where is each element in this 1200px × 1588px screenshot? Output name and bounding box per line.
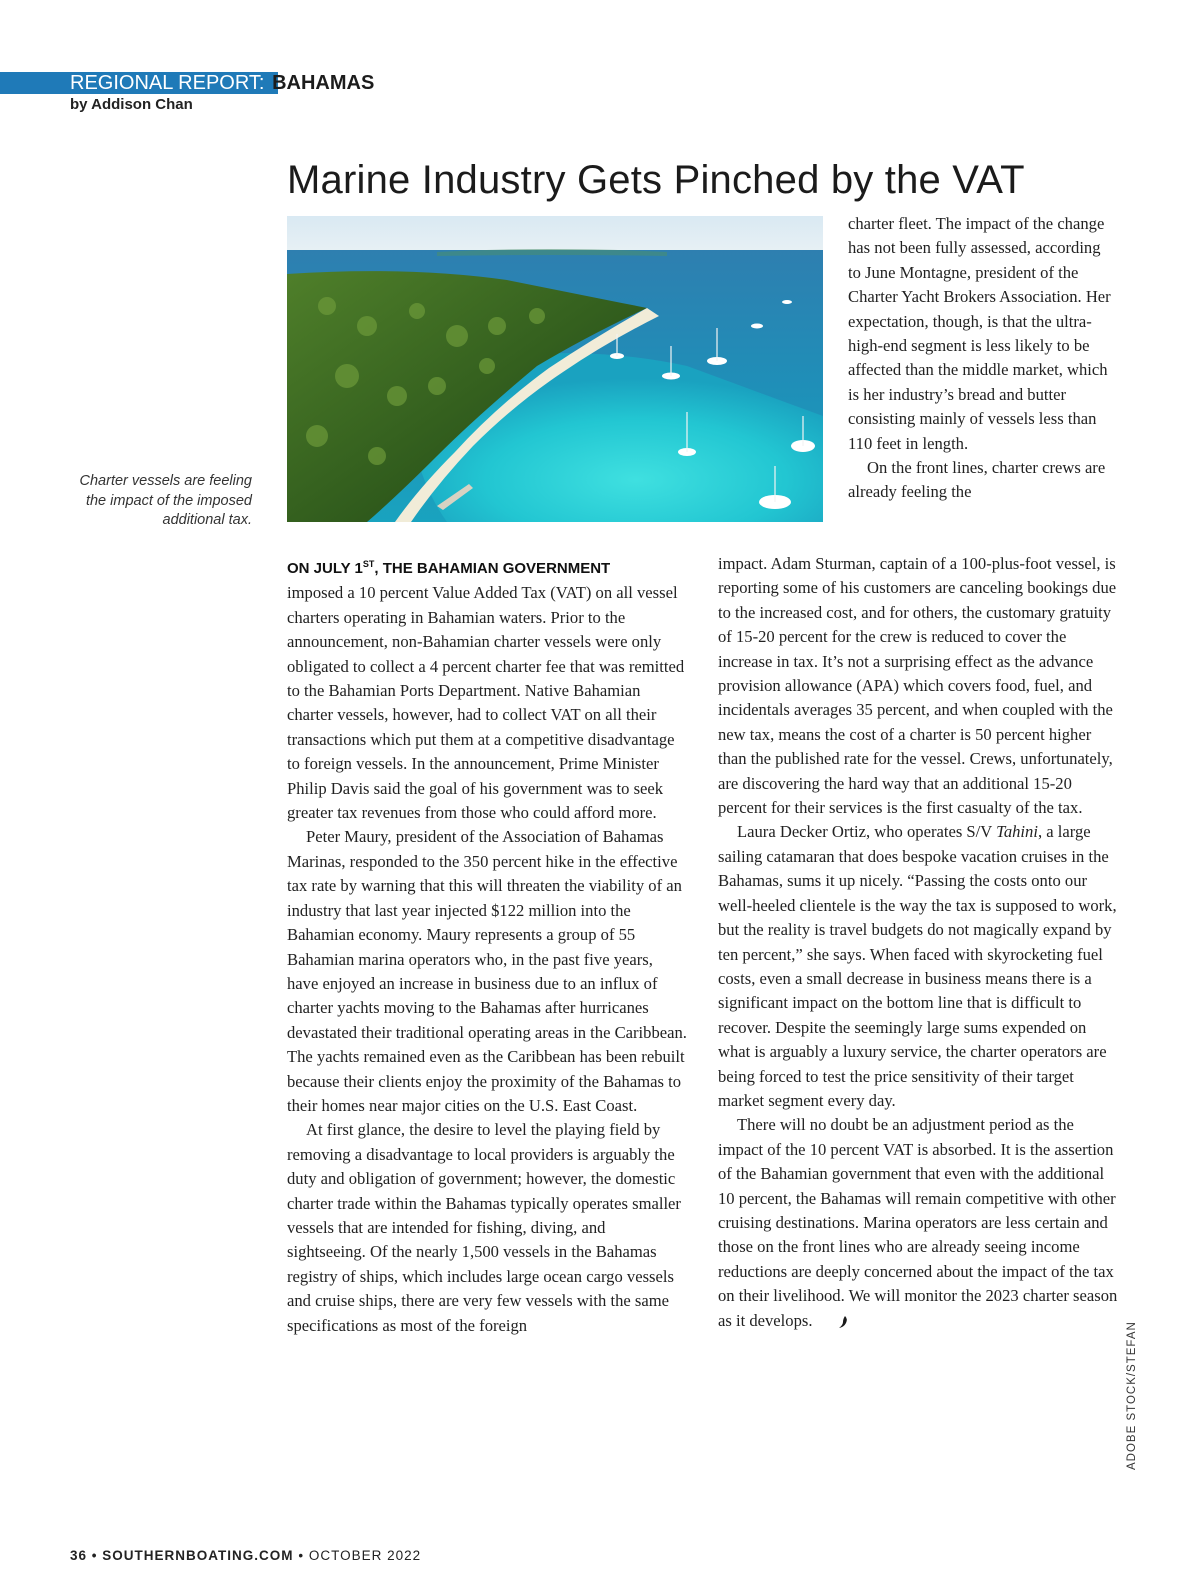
end-of-article-icon: [818, 1312, 849, 1336]
photo-credit: ADOBE STOCK/STEFAN: [1126, 1321, 1138, 1470]
footer-issue: OCTOBER 2022: [308, 1548, 422, 1563]
paragraph: Laura Decker Ortiz, who operates S/V Tahini, a large sailing catamaran that does bespoke vacation cruises in the Bahamas, sums it up nicely. “Passing the costs onto our well-heeled clientele is the way the tax is supposed to work, but the reality is travel budgets do not magically expand by ten percent,” she says. When faced with skyrocketing fuel costs, even a small decrease in business means there is a significant impact on the bottom line that is difficult to recover. Despite the seemingly large sums expended on what is arguably a luxury service, the charter operators are being forced to test the price sensitivity of their target market segment every day.: [718, 822, 1117, 1110]
footer-separator: •: [91, 1548, 98, 1563]
section-header: [70, 70, 374, 96]
article-title: Marine Industry Gets Pinched by the VAT: [287, 158, 1025, 202]
paragraph: Peter Maury, president of the Association of Bahamas Marinas, responded to the 350 percent hike in the effective tax rate by warning that this will threaten the viability of an industry that last year injected $122 million into the Bahamian economy. Maury represents a group of 55 Bahamian marina operators who, in the past five years, have enjoyed an increase in business due to an influx of charter yachts moving to the Bahamas after hurricanes devastated their traditional operating areas in the Caribbean. The yachts remained even as the Caribbean has been rebuilt because their clients enjoy the proximity of the Bahamas to their homes near major cities on the U.S. East Coast.: [287, 827, 687, 1115]
byline: by Addison Chan: [70, 96, 193, 113]
article-photo: [287, 216, 823, 522]
photo-caption: Charter vessels are feeling the impact of the imposed additional tax.: [79, 473, 252, 528]
section-region: BAHAMAS: [272, 72, 375, 94]
vessel-name: Tahini: [996, 822, 1038, 842]
page-number: 36: [70, 1548, 88, 1563]
lead-in: ON JULY 1ST, THE BAHAMIAN GOVERNMENT: [287, 559, 611, 577]
article-column-right: [718, 552, 1118, 1336]
lead-paragraph: ON JULY 1ST, THE BAHAMIAN GOVERNMENT imposed a 10 percent Value Added Tax (VAT) on all vessel charters operating in Bahamian waters. Prior to the announcement, non-Bahamian charter vessels were only obligated to collect a 4 percent charter fee that was remitted to the Bahamian Ports Department. Native Bahamian charter vessels, however, had to collect VAT on all their transactions which put them at a competitive disadvantage to foreign vessels. In the announcement, Prime Minister Philip Davis said the goal of his government was to seek greater tax revenues from those who could afford more.: [287, 559, 685, 823]
paragraph: impact. Adam Sturman, captain of a 100-plus-foot vessel, is reporting some of his customers are canceling bookings due to the increased cost, and for others, the customary gratuity of 15-20 percent for the crew is reduced to cover the increase in tax. It’s not a surprising effect as the advance provision allowance (APA) which covers food, fuel, and incidentals averages 35 percent, and when coupled with the new tax, means the cost of a charter is 50 percent higher than the published rate for the vessel. Crews, unfortunately, are discovering the hard way that an additional 15-20 percent for their services is the first casualty of the tax.: [718, 554, 1117, 818]
paragraph: There will no doubt be an adjustment period as the impact of the 10 percent VAT is absorbed. It is the assertion of the Bahamian government that even with the additional 10 percent, the Bahamas will remain competitive with other cruising destinations. Marina operators are less certain and those on the front lines who are already seeing income reductions are deeply concerned about the impact of the tax on their livelihood. We will monitor the 2023 charter season as it develops.: [718, 1113, 1118, 1336]
page-footer: [70, 1548, 421, 1563]
footer-separator: •: [298, 1548, 305, 1563]
bahamas-island-photo: [287, 216, 823, 522]
footer-site: SOUTHERNBOATING.COM: [102, 1548, 294, 1563]
article-column-right-top: [848, 212, 1114, 505]
section-label: REGIONAL REPORT:: [70, 72, 265, 94]
paragraph: At first glance, the desire to level the playing field by removing a disadvantage to local providers is arguably the duty and obligation of government; however, the domestic charter trade within the Bahamas typically operates smaller vessels that are intended for fishing, diving, and sightseeing. Of the nearly 1,500 vessels in the Bahamas registry of ships, which includes large ocean cargo vessels and cruise ships, there are very few vessels with the same specifications as most of the foreign: [287, 1120, 681, 1335]
paragraph: On the front lines, charter crews are already feeling the: [848, 458, 1106, 502]
paragraph: charter fleet. The impact of the change has not been fully assessed, according to June Montagne, president of the Charter Yacht Brokers Association. Her expectation, though, is that the ultra-high-end segment is less likely to be affected than the middle market, which is her industry’s bread and butter consisting mainly of vessels less than 110 feet in length.: [848, 214, 1111, 453]
article-column-left: [287, 552, 687, 1338]
